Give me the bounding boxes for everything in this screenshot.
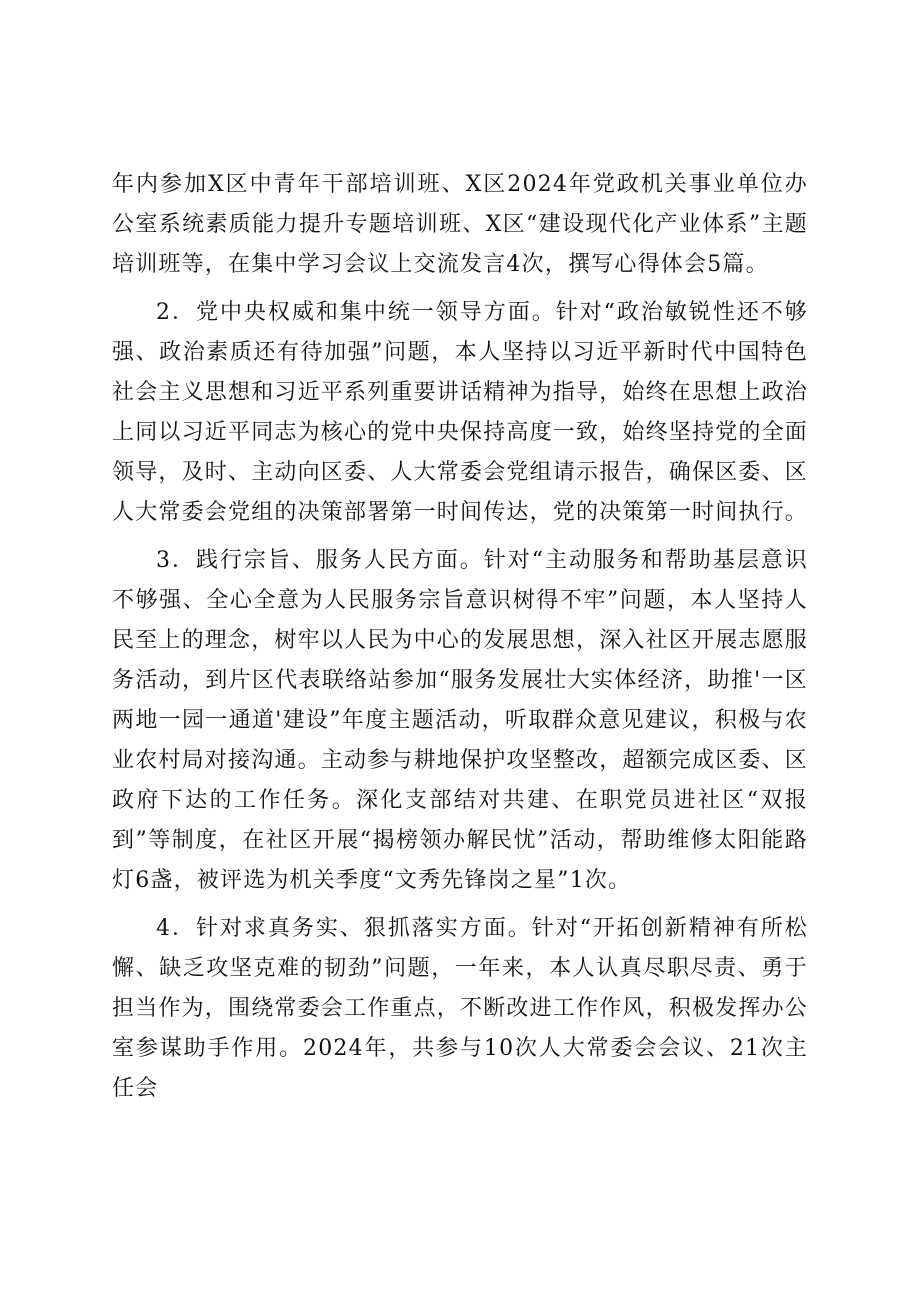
paragraph-section-3: 3．践行宗旨、服务人民方面。针对“主动服务和帮助基层意识不够强、全心全意为人民服务宗旨意识树得不牢”问题，本人坚持人民至上的理念，树牢以人民为中心的发展思想，深入社区开展志愿服务活动，到片区代表联络站参加“服务发展壮大实体经济，助推'一区两地一园一通道'建设”年度主题活动，听取群众意见建议，积极与农业农村局对接沟通。主动参与耕地保护攻坚整改，超额完成区委、区政府下达的工作任务。深化支部结对共建、在职党员进社区“双报到”等制度，在社区开展“揭榜领办解民忧”活动，帮助维修太阳能路灯6盏，被评选为机关季度“文秀先锋岗之星”1次。 [112, 548, 809, 893]
paragraph-section-2: 2．党中央权威和集中统一领导方面。针对“政治敏锐性还不够强、政治素质还有待加强”问题，本人坚持以习近平新时代中国特色社会主义思想和习近平系列重要讲话精神为指导，始终在思想上政治上同以习近平同志为核心的党中央保持高度一致，始终坚持党的全面领导，及时、主动向区委、人大常委会党组请示报告，确保区委、区人大常委会党组的决策部署第一时间传达，党的决策第一时间执行。 [112, 300, 809, 525]
paragraph-continuation: 年内参加X区中青年干部培训班、X区2024年党政机关事业单位办公室系统素质能力提升专题培训班、X区“建设现代化产业体系”主题培训班等，在集中学习会议上交流发言4次，撰写心得体会5篇。 [112, 172, 808, 277]
document-body [112, 165, 808, 1109]
paragraph-section-4: 4．针对求真务实、狠抓落实方面。针对“开拓创新精神有所松懈、缺乏攻坚克难的韧劲”问题，一年来，本人认真尽职尽责、勇于担当作为，围绕常委会工作重点，不断改进工作作风，积极发挥办公室参谋助手作用。2024年，共参与10次人大常委会会议、21次主任会 [112, 916, 809, 1101]
